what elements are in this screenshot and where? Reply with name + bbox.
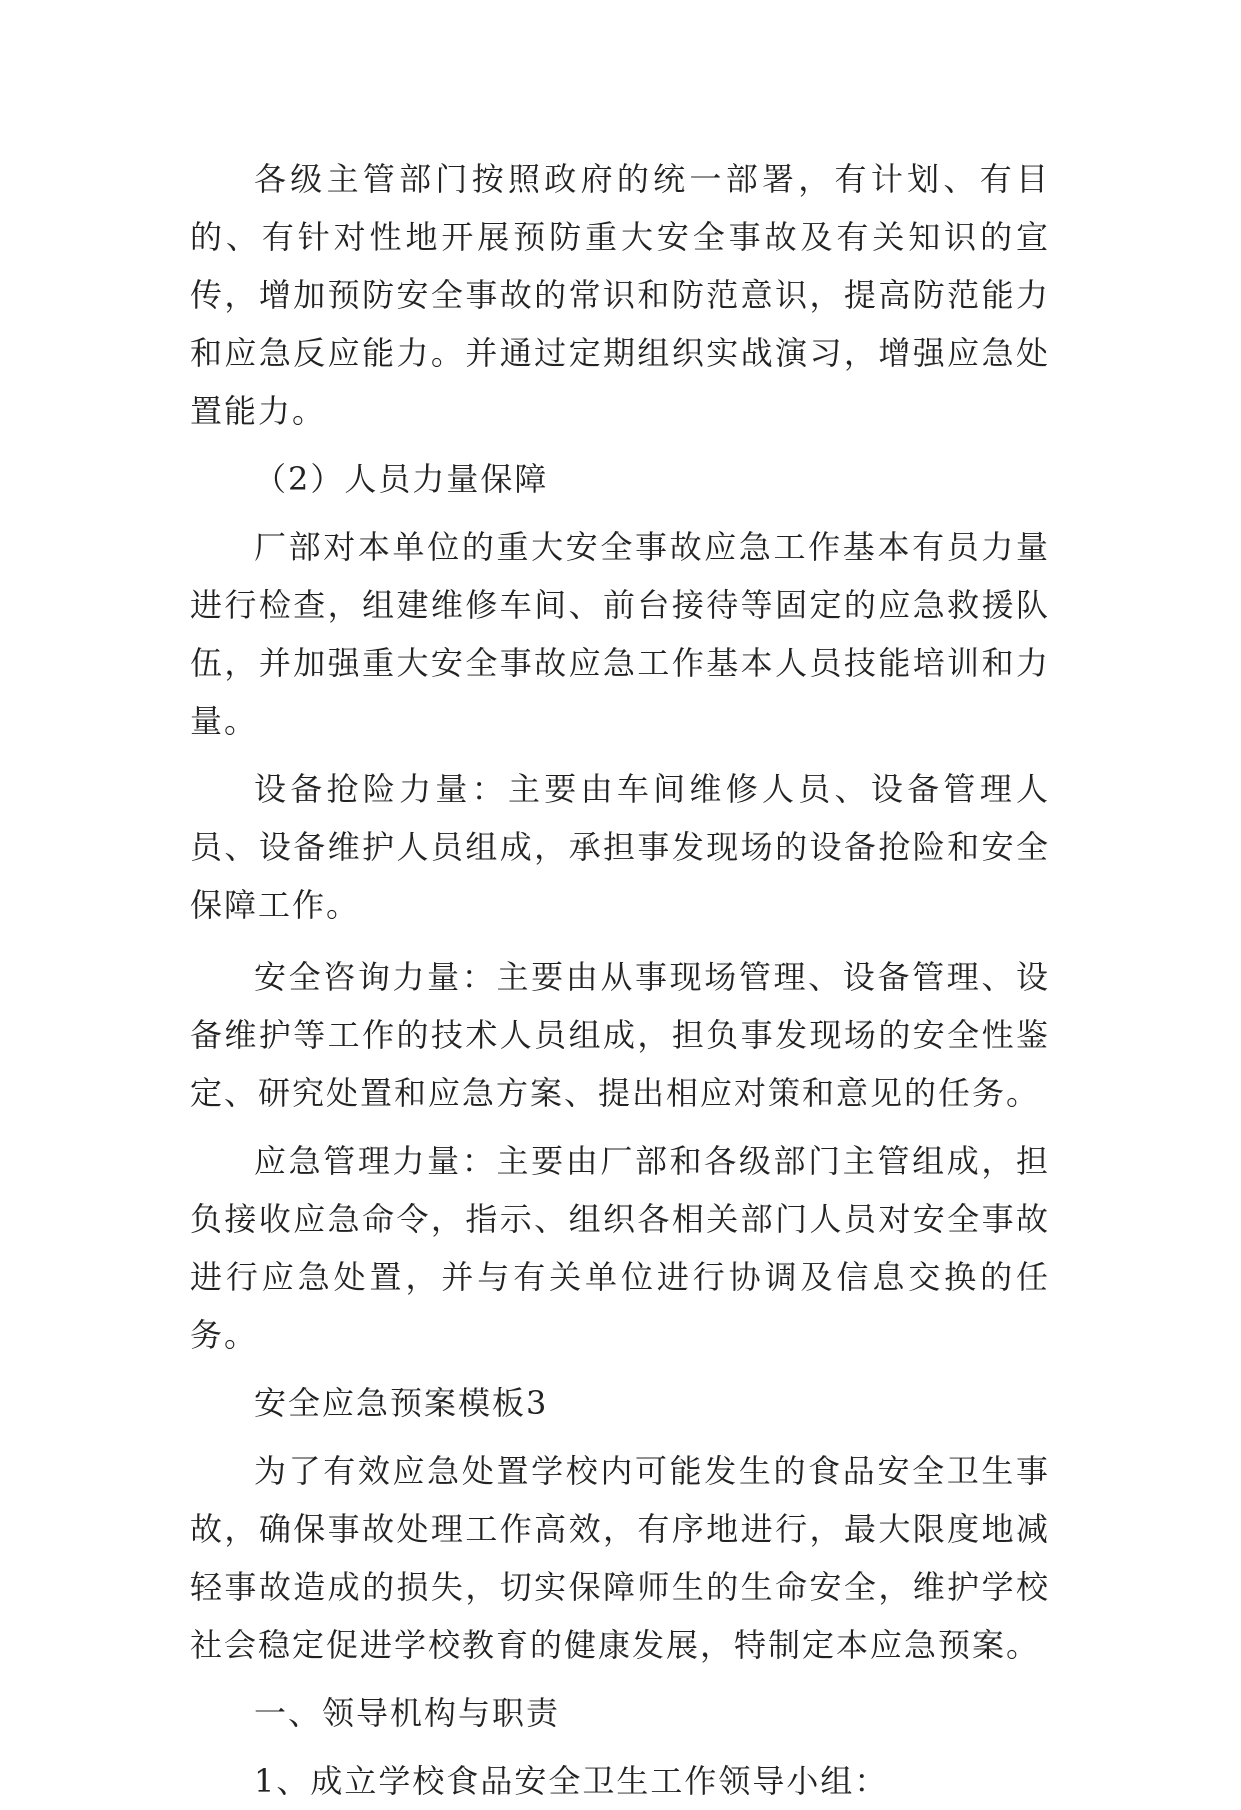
document-page <box>190 150 1050 1810</box>
paragraph-factory-team: 厂部对本单位的重大安全事故应急工作基本有员力量进行检查，组建维修车间、前台接待等固定的应急救援队伍，并加强重大安全事故应急工作基本人员技能培训和力量。 <box>190 528 1050 740</box>
heading-leadership-group: 1、成立学校食品安全卫生工作领导小组： <box>254 1762 889 1800</box>
paragraph-emergency-management: 应急管理力量：主要由厂部和各级部门主管组成，担负接收应急命令，指示、组织各相关部门人员对安全事故进行应急处置，并与有关单位进行协调及信息交换的任务。 <box>190 1142 1050 1354</box>
paragraph-equipment-rescue: 设备抢险力量：主要由车间维修人员、设备管理人员、设备维护人员组成，承担事发现场的设备抢险和安全保障工作。 <box>190 770 1050 924</box>
paragraph-publicity: 各级主管部门按照政府的统一部署，有计划、有目的、有针对性地开展预防重大安全事故及有关知识的宣传，增加预防安全事故的常识和防范意识，提高防范能力和应急反应能力。并通过定期组织实战演习，增强应急处置能力。 <box>190 160 1050 430</box>
heading-personnel-guarantee: （2）人员力量保障 <box>254 460 549 498</box>
paragraph-food-safety-purpose: 为了有效应急处置学校内可能发生的食品安全卫生事故，确保事故处理工作高效，有序地进行，最大限度地减轻事故造成的损失，切实保障师生的生命安全，维护学校社会稳定促进学校教育的健康发展，特制定本应急预案。 <box>190 1452 1050 1664</box>
heading-template-3: 安全应急预案模板3 <box>254 1384 549 1422</box>
heading-leadership-section: 一、领导机构与职责 <box>254 1694 561 1732</box>
paragraph-safety-consulting: 安全咨询力量：主要由从事现场管理、设备管理、设备维护等工作的技术人员组成，担负事发现场的安全性鉴定、研究处置和应急方案、提出相应对策和意见的任务。 <box>190 958 1050 1112</box>
